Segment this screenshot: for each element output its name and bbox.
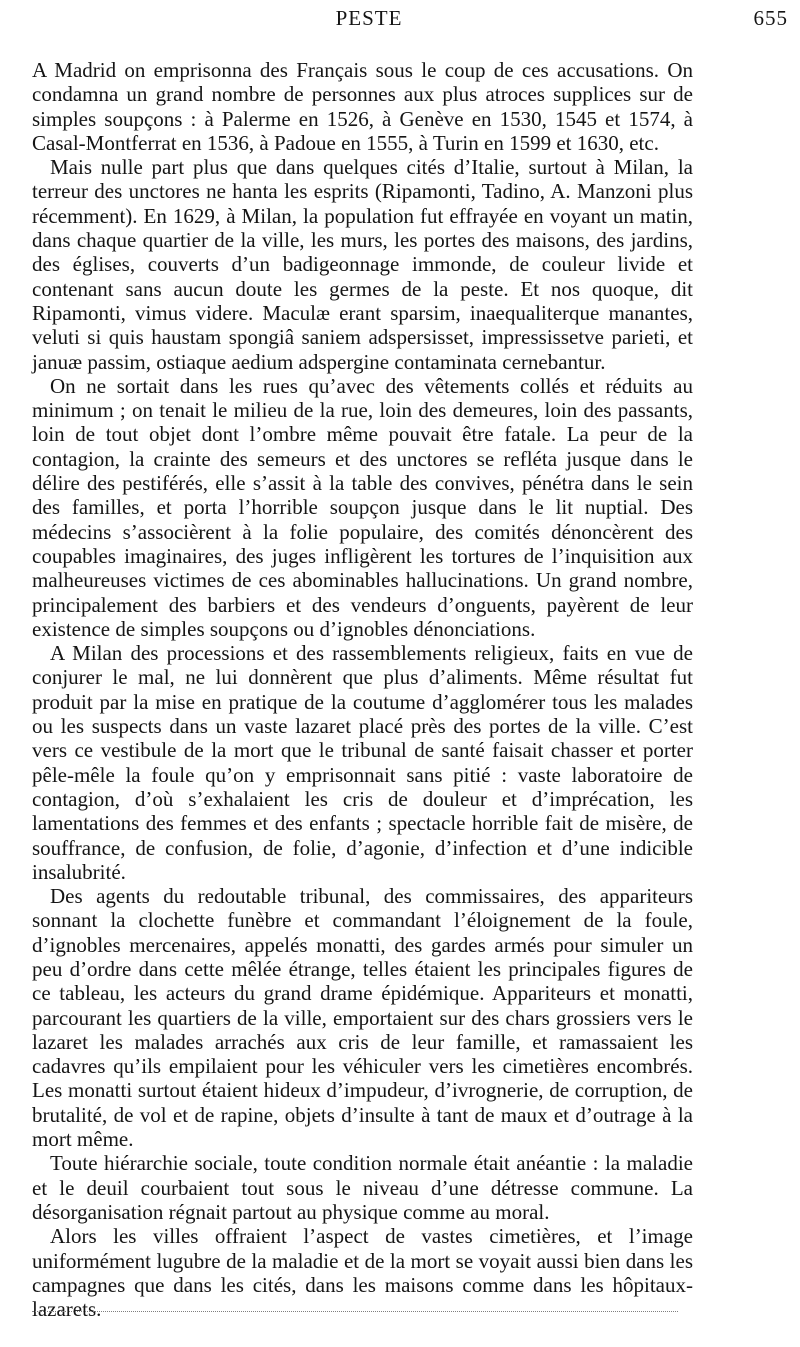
latin-quote: vimus videre. Maculæ erant sparsim, inaequaliterque manantes, veluti si quis haustam spongiâ saniem adspersisset, impressissetve parieti, et januæ passim, ostiaque aedium adspergine contaminata cernebantur.: [32, 300, 693, 374]
paragraph-4-text: A Milan des processions et des rassemblements religieux, faits en vue de conjurer le mal, ne lui donnèrent que plus d’aliments. Même résultat fut produit par la mise en pratique de la coutume d’agglomérer tous les malades ou les suspects dans un vaste lazaret placé près des portes de la ville. C’est vers ce vestibule de la mort que le tribunal de santé faisait chasser et porter pêle-mêle la foule qu’on y emprisonnait sans pitié : vaste laboratoire de contagion, d’où s’exhalaient les cris de douleur et d’imprécation, les lamentations des femmes et des enfants ; spectacle horrible fait de misère, de souffrance, de confusion, de folie, d’agonie, d’infection et d’une indicible insalubrité.: [32, 641, 693, 884]
paragraph-1-text: A Madrid on emprisonna des Français sous le coup de ces accusations. On condamna un grand nombre de personnes aux plus atroces supplices sur de simples soupçons : à Palerme en 1526, à Genève en 1530, 1545 et 1574, à Casal-Montferrat en 1536, à Padoue en 1555, à Turin en 1599 et 1630, etc.: [32, 58, 693, 155]
paragraph-6: [32, 1151, 693, 1224]
paragraph-7: [32, 1224, 693, 1321]
paragraph-3-text: On ne sortait dans les rues qu’avec des vêtements collés et réduits au minimum ; on tenait le milieu de la rue, loin des demeures, loin des passants, loin de tout objet dont l’ombre même pouvait être fatale. La peur de la contagion, la crainte des semeurs et des unctores se refléta jusque dans le délire des pestiférés, elle s’assit à la table des convives, pénétra dans le sein des familles, et porta l’horrible soupçon jusque dans le lit nuptial. Des médecins s’associèrent à la folie populaire, des comités dénoncèrent des coupables imaginaires, des juges infligèrent les tortures de l’inquisition aux malheureuses victimes de ces abominables hallucinations. Un grand nombre, principalement des barbiers et des vendeurs d’onguents, payèrent de leur existence de simples soupçons ou d’ignobles dénonciations.: [32, 373, 693, 641]
footer-dotted-rule: [32, 1311, 678, 1312]
paragraph-1: [32, 58, 693, 155]
paragraph-5: [32, 884, 693, 1151]
page-header: [32, 6, 788, 36]
body-text: [32, 58, 693, 1321]
italic-term: monatti,: [316, 932, 386, 957]
quote-attribution: dit Ripamonti,: [32, 276, 694, 325]
paragraph-3: [32, 374, 693, 641]
paragraph-2-text: Mais nulle part plus que dans quelques cités d’Italie, surtout à Milan, la terreur des unctores ne hanta les esprits (Ripamonti, Tadino, A. Manzoni plus récemment). En 1629, à Milan, la population fut effrayée en voyant un matin, dans chaque quartier de la ville, les murs, les portes des maisons, des jardins, des églises, couverts d’un badigeonnage immonde, de couleur livide et contenant sans aucun doute les germes de la peste.: [32, 155, 693, 301]
paragraph-2: [32, 155, 693, 374]
latin-quote-intro: Et nos quoque,: [520, 276, 660, 301]
running-title: PESTE: [335, 6, 403, 30]
paragraph-4: [32, 641, 693, 884]
paragraph-7-text: Alors les villes offraient l’aspect de vastes cimetières, et l’image uniformément lugubre de la maladie et de la mort se voyait aussi bien dans les campagnes que dans les cités, dans les maisons comme dans les hôpitaux-lazarets.: [32, 1224, 693, 1322]
paragraph-6-text: Toute hiérarchie sociale, toute condition normale était anéantie : la maladie et le deuil courbaient tout sous le niveau d’une détresse commune. La désorganisation régnait partout au physique comme au moral.: [32, 1151, 693, 1224]
page-number: 655: [753, 6, 788, 30]
paragraph-5-text: Des agents du redoutable tribunal, des commissaires, des appariteurs sonnant la clochette funèbre et commandant l’éloignement de la foule, d’ignobles mercenaires, appelés: [32, 884, 693, 957]
paragraph-5-text-after: des gardes armés pour simuler un peu d’ordre dans cette mêlée étrange, telles étaient les principales figures de ce tableau, les acteurs du grand drame épidémique. Appariteurs et monatti, parcourant les quartiers de la ville, emportaient sur des chars grossiers vers le lazaret les malades arrachés aux cris de leur famille, et ramassaient les cadavres qu’ils empilaient pour les véhiculer vers les cimetières encombrés. Les monatti surtout étaient hideux d’impudeur, d’ivrognerie, de corruption, de brutalité, de vol et de rapine, objets d’insulte à tant de maux et d’outrage à la mort même.: [32, 932, 693, 1152]
